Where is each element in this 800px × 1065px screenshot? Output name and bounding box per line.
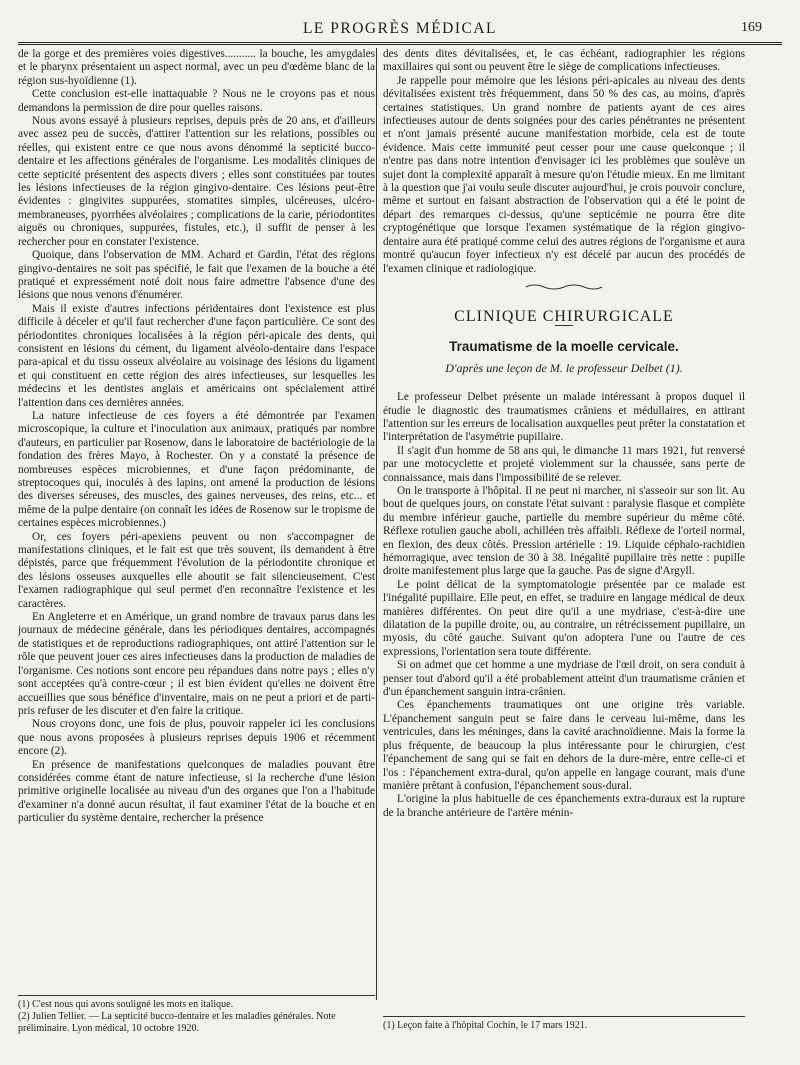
paragraph: Or, ces foyers péri-apexiens peuvent ou non s'accompagner de manifestations cliniques, et le fait est que très souvent, ils demandent à être dépistés, parce que fréquemment l'évolution de la périodontite chronique et des lésions osseuses auxquelles elle aboutit se fait silencieusement. C'est l'examen radiographique qui seul permet d'en reconnaître l'existence et les caractères.	[18, 530, 375, 610]
running-header	[18, 16, 782, 45]
footnote: (2) Julien Tellier. — La septicité bucco-dentaire et les maladies générales. Note préliminaire. Lyon médical, 10 octobre 1920.	[18, 1011, 336, 1034]
paragraph: L'origine la plus habituelle de ces épanchements extra-duraux est la rupture de la branche antérieure de l'artère ménin-	[383, 793, 745, 819]
footnote: (1) C'est nous qui avons souligné les mots en italique.	[18, 999, 234, 1010]
column-divider	[376, 48, 377, 1000]
ornament-divider	[383, 282, 745, 292]
article-subtitle: D'après une leçon de M. le professeur Delbet (1).	[445, 360, 683, 375]
paragraph: En présence de manifestations quelconques de maladies pouvant être considérées comme étant de nature infectieuse, si la recherche d'une lésion primitive originelle localisée au niveau d'un des organes que l'on a l'habitude d'examiner n'a donné aucun résultat, il faut examiner l'état de la bouche et en particulier du système dentaire, rechercher la présence	[18, 758, 375, 825]
paragraph: Il s'agit d'un homme de 58 ans qui, le dimanche 11 mars 1921, fut renversé par une motocyclette et projeté violemment sur la chaussée, sans perte de connaissance, mais dans l'impossibilité de se relever.	[383, 444, 745, 484]
page-number: 169	[741, 20, 762, 35]
paragraph: Quoique, dans l'observation de MM. Achard et Gardin, l'état des régions gingivo-dentaires ne soit pas spécifié, le fait que l'examen de la bouche a été pratiqué et expressément noté doit nous faire admettre l'absence d'une des lésions que nous venons d'énumérer.	[18, 249, 375, 302]
paragraph: Nous avons essayé à plusieurs reprises, depuis près de 20 ans, et d'ailleurs avec assez peu de succès, d'attirer l'attention sur les relations, possibles ou réelles, qui existent entre ce que nous avons dénommé la septicité bucco-dentaire et les affections générales de l'organisme. Les modalités cliniques de cette septicité présentent des aspects divers ; elles sont constituées par toutes les lésions infectieuses de la région gingivo-dentaire. Ces lésions peut-être évidentes : gingivites suppurées, stomatites simples, ulcéreuses, ulcéro-membraneuses, pyorrhées alvéolaires ; complications de la carie, périodontites aiguës ou chroniques, suppurées, fistules, etc.), il suffit de penser à les rechercher pour en constater l'existence.	[18, 115, 375, 248]
paragraph: Je rappelle pour mémoire que les lésions péri-apicales au niveau des dents dévitalisées existent très fréquemment, dans 50 % des cas, au moins, d'après certaines statistiques. Un grand nombre de patients ayant de ces aires infectieuses autour de dents soignées pour des caries pénétrantes ne présentent et n'ont jamais présenté aucune manifestation morbide, cela est de toute évidence. Mais cette immunité peut cesser pour une cause quelconque ; il n'entre pas dans notre intention d'envisager ici les problèmes que soulève un sujet dont la complexité apparaît à mesure qu'on l'étudie mieux. En me limitant à la question que j'ai voulu seule discuter aujourd'hui, je crois pouvoir conclure, même et surtout en faisant abstraction de l'observation qui a été le point de départ des remarques ci-dessus, qu'une septicémie ne pourra être dite cryptogénétique que lorsque l'examen systématique de la région gingivo-dentaire aura été pratiqué comme celui des autres régions de l'organisme et aura montré qu'aucun foyer infectieux n'y est décelé par aucun des procédés de l'examen clinique et radiologique.	[383, 74, 745, 275]
paragraph: de la gorge et des premières voies digestives........... la bouche, les amygdales et le pharynx présentaient un aspect normal, avec un peu d'œdème blanc de la région sus-hyoïdienne (1).	[18, 48, 375, 87]
paragraph: En Angleterre et en Amérique, un grand nombre de travaux parus dans les journaux de médecine générale, dans les périodiques dentaires, accompagnés de statistiques et de reproductions radiographiques, ont attiré l'attention sur le rôle que peuvent jouer ces aires infectieuses dans la production de maladies de l'organisme. Ces notions sont encore peu répandues dans notre pays ; elles n'y sont acceptées qu'à contre-cœur ; il est bien évident qu'elles ne doivent être accueillies que sous bénéfice d'inventaire, mais on ne peut a priori et de parti-pris refuser de les discuter et d'en faire la critique.	[18, 611, 375, 717]
paragraph: Mais il existe d'autres infections péridentaires dont l'existence est plus difficile à déceler et qu'il faut rechercher d'une façon particulière. Ce sont des périodontites chroniques localisées à la région péri-apicale des dents, qui consistent en lésions du cément, du ligament alvéolo-dentaire dans l'espace para-apical et du tissu osseux alvéolaire au voisinage des lésions du ligament et qui constituent en cette région des aires infectieuses, sur lesquelles les médecins et les dentistes anglais et américains ont spécialement attiré l'attention dans ces dernières années.	[18, 302, 375, 409]
footnotes-right	[383, 1016, 745, 1032]
footnote: (1) Leçon faite à l'hôpital Cochin, le 17 mars 1921.	[383, 1020, 588, 1031]
journal-title: LE PROGRÈS MÉDICAL	[302, 20, 498, 37]
article-title: Traumatisme de la moelle cervicale.	[449, 339, 679, 355]
paragraph: Le professeur Delbet présente un malade intéressant à propos duquel il étudie le diagnostic des traumatismes crâniens et médullaires, en attirant l'attention sur les erreurs de localisation auxquelles peut prêter la constatation et l'interprétation de l'asymétrie pupillaire.	[383, 391, 745, 444]
paragraph: La nature infectieuse de ces foyers a été démontrée par l'examen microscopique, la culture et l'inoculation aux animaux, pratiqués par nombre d'auteurs, en particulier par Rosenow, dans le laboratoire de bactériologie de la fondation des frères Mayo, à Rochester. On y a constaté la présence de nombreuses espèces microbiennes, et d'une façon prédominante, de streptocoques qui, inoculés à des lapins, ont amené la production de lésions des diverses séreuses, des muscles, des gaines nerveuses, des reins, etc... et même de la pulpe dentaire (on connaît les idées de Rosenow sur le tropisme de certaines espèces microbiennes.)	[18, 409, 375, 530]
paragraph: des dents dites dévitalisées, et, le cas échéant, radiographier les régions maxillaires qui sont ou peuvent être le siège de complications infectieuses.	[383, 48, 745, 74]
paragraph: Ces épanchements traumatiques ont une origine très variable. L'épanchement sanguin peut se faire dans le cerveau lui-même, dans les ventricules, dans les méninges, dans la cavité arachnoïdienne. Mais la forme la plus fréquente, de beaucoup la plus intéressante pour le chirurgien, c'est l'épanchement de sang qui se fait en dehors de la dure-mère, entre celle-ci et l'os : l'épanchement extra-dural, qu'on appelle en langage courant, mais d'une manière prêtant à confusion, l'épanchement sous-dural.	[383, 699, 745, 792]
paragraph: On le transporte à l'hôpital. Il ne peut ni marcher, ni s'asseoir sur son lit. Au bout de quelques jours, on constate l'état suivant : paralysie flasque et complète du membre inférieur gauche, partielle du membre supérieur du même côté. Réflexe rotulien gauche aboli, achilléen très affaibli. Réflexe de l'orteil normal, en flexion, des deux côtés. Pression artérielle : 19. Liquide céphalo-rachidien hémorragique, avec tension de 30 à 38. Inégalité pupillaire très nette : pupille droite manifestement plus large que la gauche. Pas de signe d'Argyll.	[383, 484, 745, 578]
left-column	[18, 48, 375, 1060]
right-column	[383, 48, 745, 1060]
paragraph: Le point délicat de la symptomatologie présentée par ce malade est l'inégalité pupillaire. Elle peut, en effet, se traduire en langage médical de deux manières différentes. On peut dire qu'il a une mydriase, c'est-à-dire une dilatation de la pupille droite, ou, au contraire, un rétrécissement pupillaire, un myosis, du côté gauche. Suivant qu'on adoptera l'une ou l'autre de ces expressions, l'orientation sera toute différente.	[383, 578, 745, 658]
footnotes-left	[18, 995, 375, 1035]
paragraph: Cette conclusion est-elle inattaquable ? Nous ne le croyons pas et nous demandons la permission de dire pour quelles raisons.	[18, 88, 375, 114]
paragraph: Si on admet que cet homme a une mydriase de l'œil droit, on sera conduit à penser tout d'abord qu'il a été probablement atteint d'un traumatisme crânien et d'un épanchement sanguin intra-crânien.	[383, 659, 745, 699]
paragraph: Nous croyons donc, une fois de plus, pouvoir rappeler ici les conclusions que nous avons proposées à plusieurs reprises depuis 1906 et récemment encore (2).	[18, 718, 375, 758]
section-title: CLINIQUE CHIRURGICALE	[454, 307, 674, 325]
section-rule	[555, 325, 573, 326]
